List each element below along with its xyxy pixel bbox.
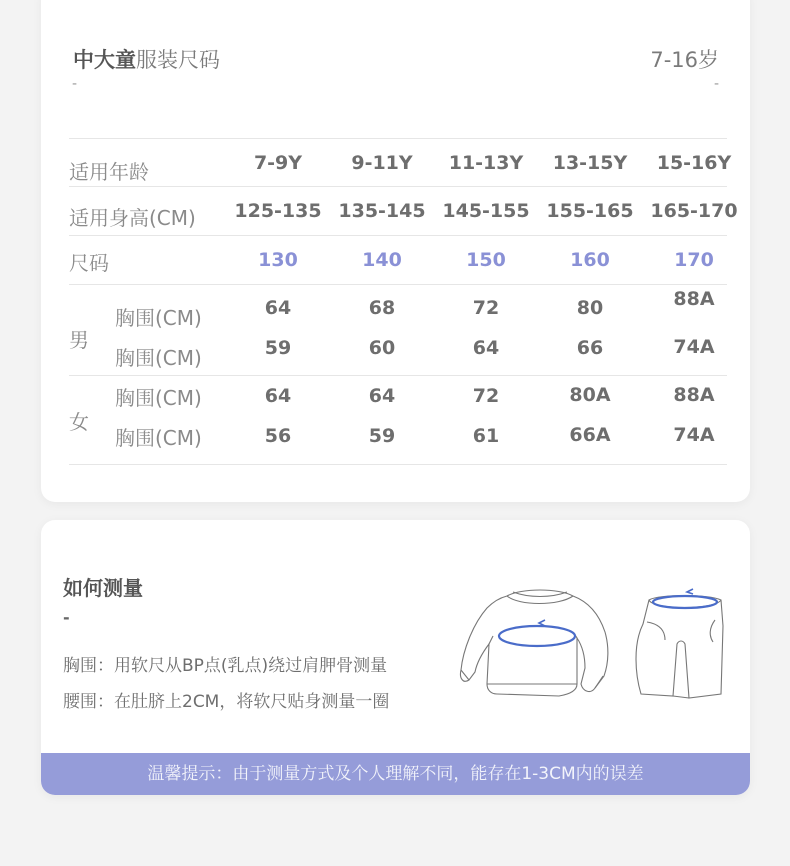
boys-cell: 66 [576,337,604,359]
divider [69,186,727,187]
measure-illustration [459,584,729,708]
measure-dash: - [63,608,70,627]
boys-cell: 59 [264,337,292,359]
measure-card [41,520,750,795]
height-cell: 135-145 [338,200,426,222]
girls-cell: 56 [264,425,292,447]
row-label-height: 适用身高(CM) [69,206,196,230]
divider [69,464,727,465]
title-dash: - [72,76,78,92]
height-cell: 145-155 [442,200,530,222]
boys-cell: 60 [368,337,396,359]
age-dash: - [713,76,719,92]
divider [69,375,727,376]
size-cell: 160 [570,249,610,271]
size-chart-card [41,0,750,502]
age-range: 7-16岁 [650,48,719,72]
divider [69,284,727,285]
boys-chest-label: 胸围(CM) [115,306,202,330]
chart-title-rest: 服装尺码 [136,48,220,72]
divider [69,138,727,139]
chest-instruction: 胸围：用软尺从BP点(乳点)绕过肩胛骨测量 [63,656,388,676]
girls-cell: 80A [569,384,611,406]
boys-cell: 74A [673,336,715,358]
boys-cell: 88A [673,288,715,310]
age-cell: 11-13Y [448,152,524,174]
height-cell: 155-165 [546,200,634,222]
boys-cell: 64 [472,337,500,359]
age-cell: 13-15Y [552,152,628,174]
girls-cell: 64 [368,385,396,407]
girls-cell: 72 [472,385,500,407]
size-cell: 140 [362,249,402,271]
shorts-icon [636,596,723,699]
chest-tape-mark [499,620,575,646]
tip-bar: 温馨提示：由于测量方式及个人理解不同，能存在1-3CM内的误差 [41,753,750,795]
boys-chest-label-2: 胸围(CM) [115,346,202,370]
height-cell: 125-135 [234,200,322,222]
girls-label: 女 [69,410,89,434]
girls-chest-label-2: 胸围(CM) [115,426,202,450]
girls-cell: 74A [673,424,715,446]
boys-cell: 68 [368,297,396,319]
girls-cell: 88A [673,384,715,406]
row-label-age: 适用年龄 [69,160,149,184]
row-label-size: 尺码 [69,251,109,275]
girls-cell: 64 [264,385,292,407]
size-cell: 130 [258,249,298,271]
boys-cell: 64 [264,297,292,319]
girls-cell: 59 [368,425,396,447]
age-cell: 15-16Y [656,152,732,174]
divider [69,235,727,236]
age-cell: 7-9Y [253,152,303,174]
girls-cell: 66A [569,424,611,446]
sweater-icon [460,590,607,696]
size-cell: 170 [674,249,714,271]
chart-title [73,44,220,74]
size-cell: 150 [466,249,506,271]
boys-cell: 72 [472,297,500,319]
chart-title-bold: 中大童 [73,48,136,72]
age-cell: 9-11Y [351,152,413,174]
girls-cell: 61 [472,425,500,447]
measure-title: 如何测量 [63,576,143,600]
waist-instruction: 腰围：在肚脐上2CM，将软尺贴身测量一圈 [63,692,390,712]
height-cell: 165-170 [650,200,738,222]
boys-label: 男 [69,328,89,352]
boys-cell: 80 [576,297,604,319]
girls-chest-label: 胸围(CM) [115,386,202,410]
